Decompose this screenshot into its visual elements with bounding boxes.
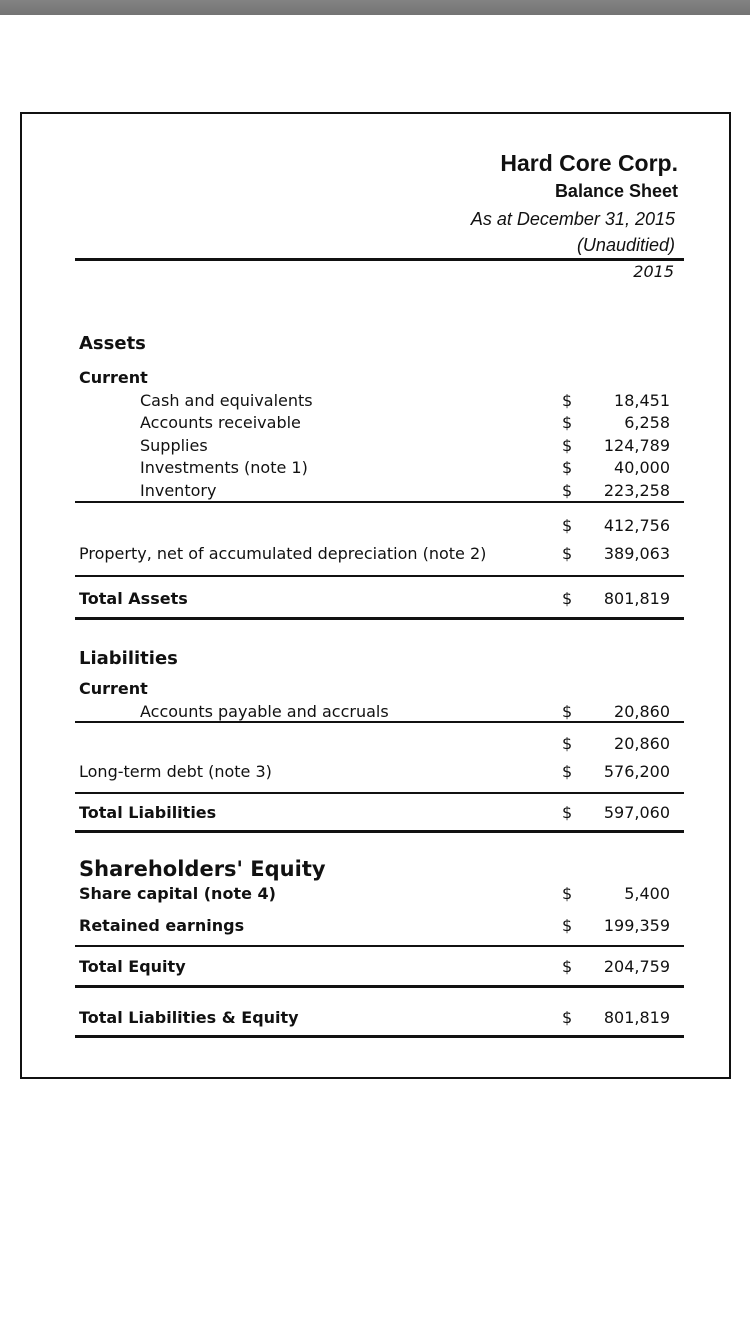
liability-item-amount: 20,860	[614, 702, 670, 721]
property-amount: 389,063	[603, 544, 670, 563]
column-year: 2015	[633, 262, 674, 281]
equity-heading: Shareholders' Equity	[79, 857, 326, 881]
company-name: Hard Core Corp.	[500, 150, 678, 176]
long-term-debt-label: Long-term debt (note 3)	[79, 762, 272, 781]
current-assets-heading: Current	[79, 368, 148, 387]
total-equity-label: Total Equity	[79, 957, 186, 976]
divider	[75, 575, 684, 577]
total-divider	[75, 617, 684, 620]
currency-symbol: $	[562, 916, 573, 935]
subtotal-divider	[75, 721, 684, 723]
total-liabilities-amount: 597,060	[603, 803, 670, 822]
document-title: Balance Sheet	[554, 181, 678, 201]
currency-symbol: $	[562, 1008, 573, 1027]
asset-item-amount: 124,789	[603, 436, 670, 455]
asset-item-amount: 40,000	[614, 458, 670, 477]
current-liabilities-subtotal: 20,860	[614, 734, 670, 753]
asset-item-amount: 223,258	[603, 481, 670, 500]
subtotal-divider	[75, 501, 684, 503]
currency-symbol: $	[562, 803, 573, 822]
grand-total-amount: 801,819	[603, 1008, 670, 1027]
currency-symbol: $	[562, 391, 573, 410]
grand-total-divider	[75, 1035, 684, 1038]
asset-item-amount: 18,451	[614, 391, 670, 410]
share-capital-amount: 5,400	[624, 884, 670, 903]
current-assets-subtotal: 412,756	[603, 516, 670, 535]
total-assets-amount: 801,819	[603, 589, 670, 608]
long-term-debt-amount: 576,200	[603, 762, 670, 781]
liability-item-label: Accounts payable and accruals	[140, 702, 389, 721]
currency-symbol: $	[562, 436, 573, 455]
divider	[75, 792, 684, 794]
retained-earnings-label: Retained earnings	[79, 916, 245, 935]
currency-symbol: $	[562, 589, 573, 608]
currency-symbol: $	[562, 481, 573, 500]
currency-symbol: $	[562, 957, 573, 976]
assets-heading: Assets	[79, 333, 146, 354]
asset-item-label: Cash and equivalents	[140, 391, 313, 410]
currency-symbol: $	[562, 544, 573, 563]
total-equity-amount: 204,759	[603, 957, 670, 976]
grand-total-label: Total Liabilities & Equity	[79, 1008, 299, 1027]
retained-earnings-amount: 199,359	[603, 916, 670, 935]
header-divider	[75, 258, 684, 261]
currency-symbol: $	[562, 762, 573, 781]
share-capital-label: Share capital (note 4)	[79, 884, 276, 903]
total-assets-label: Total Assets	[79, 589, 188, 608]
total-divider	[75, 985, 684, 988]
currency-symbol: $	[562, 734, 573, 753]
asset-item-label: Inventory	[140, 481, 217, 500]
status-bar	[0, 0, 750, 15]
property-label: Property, net of accumulated depreciation (note 2)	[79, 544, 487, 563]
asset-item-label: Accounts receivable	[140, 413, 301, 432]
currency-symbol: $	[562, 458, 573, 477]
currency-symbol: $	[562, 702, 573, 721]
currency-symbol: $	[562, 516, 573, 535]
audit-status: (Unauditied)	[576, 235, 675, 255]
asset-item-label: Supplies	[140, 436, 208, 455]
total-liabilities-label: Total Liabilities	[79, 803, 217, 822]
asset-item-amount: 6,258	[624, 413, 670, 432]
asset-item-label: Investments (note 1)	[140, 458, 308, 477]
currency-symbol: $	[562, 413, 573, 432]
document-date: As at December 31, 2015	[470, 209, 675, 229]
total-divider	[75, 830, 684, 833]
currency-symbol: $	[562, 884, 573, 903]
liabilities-heading: Liabilities	[79, 648, 178, 669]
current-liabilities-heading: Current	[79, 679, 148, 698]
divider	[75, 945, 684, 947]
